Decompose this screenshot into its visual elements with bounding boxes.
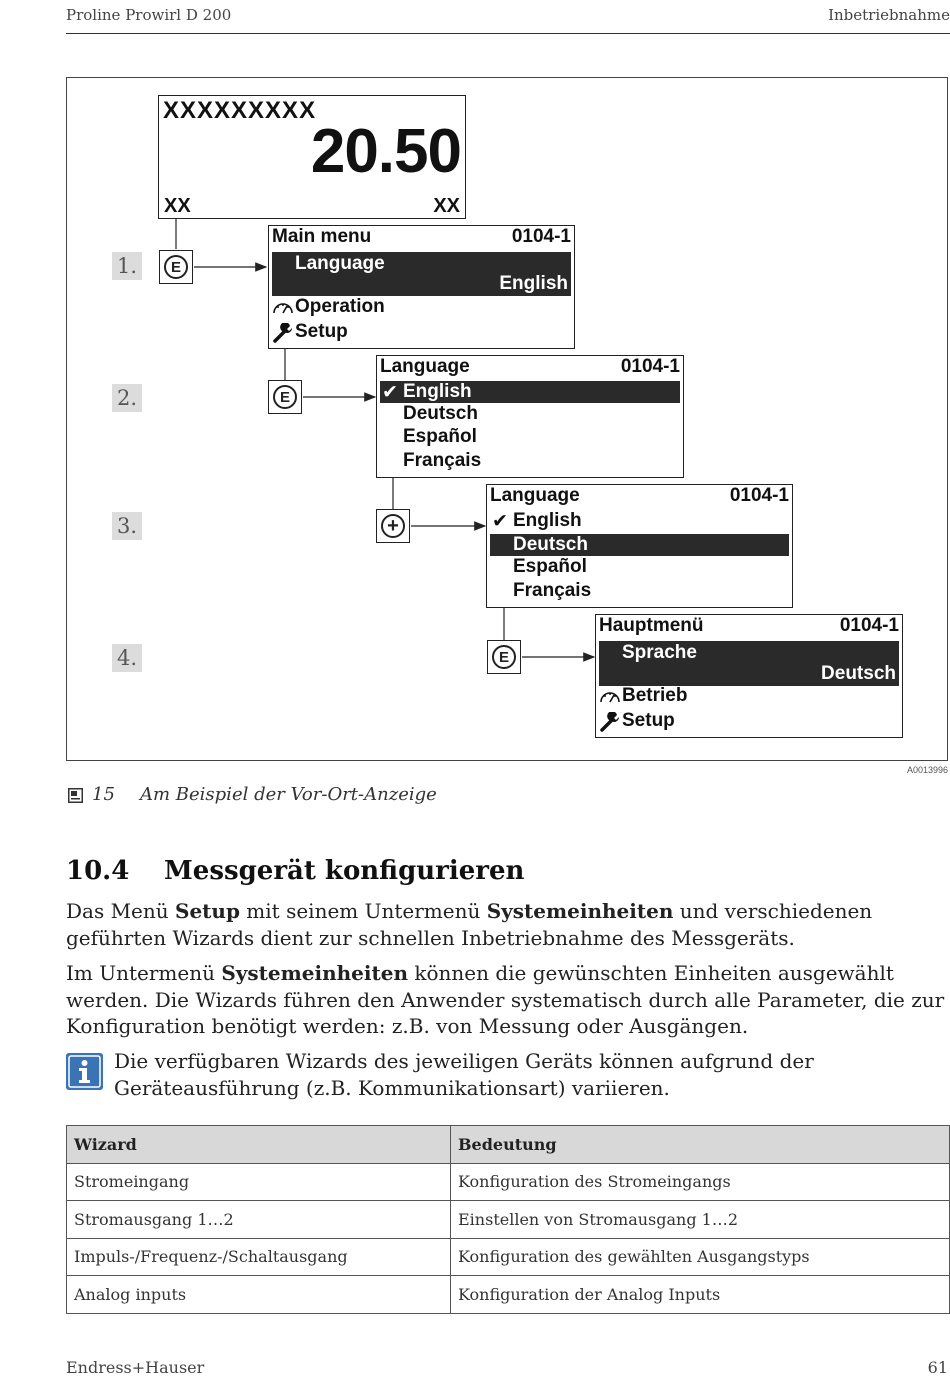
step-3-label: 3. [112, 512, 142, 540]
plus-icon: + [381, 514, 405, 538]
option-label: Español [403, 426, 477, 447]
menu-item-value: English [499, 273, 568, 294]
wizard-table [66, 1125, 950, 1314]
language-menu-screen-1 [376, 355, 684, 478]
menu-item-value: Deutsch [821, 663, 896, 684]
menu-item-betrieb[interactable] [599, 685, 899, 709]
table-row [67, 1163, 950, 1201]
menu-title: Language [380, 356, 470, 377]
caption-number: 15 [92, 784, 115, 805]
language-option-espanol[interactable] [380, 426, 680, 450]
wrench-icon [599, 712, 621, 732]
page-number: 61 [927, 1358, 948, 1377]
paragraph-2: Im Untermenü Systemeinheiten können die gewünschten Einheiten ausgewählt werden. Die Wizards führen den Anwender systematisch durch alle Parameter, die zur Konfiguration benötigt werden: z.B. von Messung oder Ausgängen. [66, 961, 945, 1038]
display-unit-right: XX [433, 195, 460, 217]
table-cell: Einstellen von Stromausgang 1…2 [451, 1201, 950, 1239]
info-note-text: Die verfügbaren Wizards des jeweiligen Geräts können aufgrund der Geräteausführung (z.B. Kommunikationsart) variieren. [114, 1049, 814, 1100]
language-option-espanol[interactable] [490, 556, 789, 580]
enter-icon: E [273, 385, 297, 409]
menu-item-language[interactable] [272, 252, 571, 296]
menu-title: Hauptmenü [599, 615, 704, 636]
option-label: Deutsch [403, 403, 478, 424]
menu-item-label: Sprache [622, 642, 697, 663]
bold-term: Systemeinheiten [221, 961, 408, 985]
wrench-icon [272, 323, 294, 343]
gauge-icon [599, 687, 621, 705]
menu-item-setup[interactable] [272, 321, 571, 345]
option-label: English [513, 510, 582, 531]
main-menu-screen [268, 225, 575, 349]
menu-item-label: Setup [295, 321, 348, 342]
table-cell: Impuls-/Frequenz-/Schaltausgang [67, 1238, 451, 1276]
language-option-deutsch[interactable] [380, 403, 680, 427]
language-menu-screen-2 [486, 484, 793, 608]
measurement-display [158, 95, 466, 219]
enter-key-1[interactable] [159, 250, 193, 284]
option-label: Deutsch [513, 534, 588, 555]
header-chapter: Inbetriebnahme [828, 6, 950, 24]
table-cell: Stromausgang 1…2 [67, 1201, 451, 1239]
table-row [67, 1276, 950, 1314]
table-cell: Konfiguration des Stromeingangs [451, 1163, 950, 1201]
menu-code: 0104-1 [839, 615, 899, 636]
language-option-deutsch[interactable] [490, 534, 789, 556]
figure-id: A0013996 [906, 765, 948, 775]
section-number: 10.4 [66, 856, 130, 886]
step-4-label: 4. [112, 644, 142, 672]
language-option-francais[interactable] [490, 580, 789, 604]
option-label: Français [403, 450, 482, 471]
section-title: Messgerät konfigurieren [164, 856, 525, 886]
menu-item-operation[interactable] [272, 296, 571, 320]
enter-key-3[interactable] [487, 640, 521, 674]
enter-icon: E [492, 645, 516, 669]
plus-key[interactable] [376, 509, 410, 543]
menu-header [599, 615, 899, 639]
menu-item-sprache[interactable] [599, 641, 899, 686]
step-2-label: 2. [112, 384, 142, 412]
enter-icon: E [164, 255, 188, 279]
menu-code: 0104-1 [620, 356, 680, 377]
bold-term: Setup [175, 899, 240, 923]
language-option-english[interactable] [380, 381, 680, 403]
option-label: English [403, 381, 472, 402]
table-cell: Analog inputs [67, 1276, 451, 1314]
menu-title: Language [490, 485, 580, 506]
column-header-bedeutung: Bedeutung [451, 1126, 950, 1164]
bold-term: Systemeinheiten [486, 899, 674, 923]
menu-item-label: Language [295, 253, 385, 274]
gauge-icon [272, 298, 294, 316]
menu-code: 0104-1 [511, 226, 571, 247]
display-unit-left: XX [164, 195, 191, 217]
menu-header [490, 485, 789, 509]
menu-header [272, 226, 571, 250]
enter-key-2[interactable] [268, 380, 302, 414]
menu-item-setup[interactable] [599, 710, 899, 734]
info-icon [66, 1053, 103, 1090]
figure-icon [68, 788, 83, 803]
menu-code: 0104-1 [729, 485, 789, 506]
caption-text: Am Beispiel der Vor-Ort-Anzeige [140, 784, 437, 805]
table-row [67, 1238, 950, 1276]
option-label: Français [513, 580, 592, 601]
table-header-row [67, 1126, 950, 1164]
table-row [67, 1201, 950, 1239]
table-cell: Konfiguration der Analog Inputs [451, 1276, 950, 1314]
menu-header [380, 356, 680, 380]
menu-item-label: Betrieb [622, 685, 688, 706]
menu-title: Main menu [272, 226, 372, 247]
table-cell: Stromeingang [67, 1163, 451, 1201]
header-product: Proline Prowirl D 200 [66, 6, 232, 24]
footer-brand: Endress+Hauser [66, 1358, 205, 1377]
paragraph-1: Das Menü Setup mit seinem Untermenü Systemeinheiten und verschiedenen geführten Wizards dient zur schnellen Inbetriebnahme des Messgeräts. [66, 899, 873, 950]
language-option-english[interactable] [490, 510, 789, 534]
display-tag: XXXXXXXXX [163, 97, 317, 124]
display-value: 20.50 [310, 117, 461, 186]
menu-item-label: Setup [622, 710, 675, 731]
language-option-francais[interactable] [380, 450, 680, 474]
option-label: Español [513, 556, 587, 577]
menu-item-label: Operation [295, 296, 385, 317]
table-cell: Konfiguration des gewählten Ausgangstyps [451, 1238, 950, 1276]
column-header-wizard: Wizard [67, 1126, 451, 1164]
hauptmenu-screen [595, 614, 903, 738]
check-icon: ✔ [382, 382, 398, 403]
step-1-label: 1. [112, 252, 142, 280]
check-icon: ✔ [492, 511, 508, 532]
